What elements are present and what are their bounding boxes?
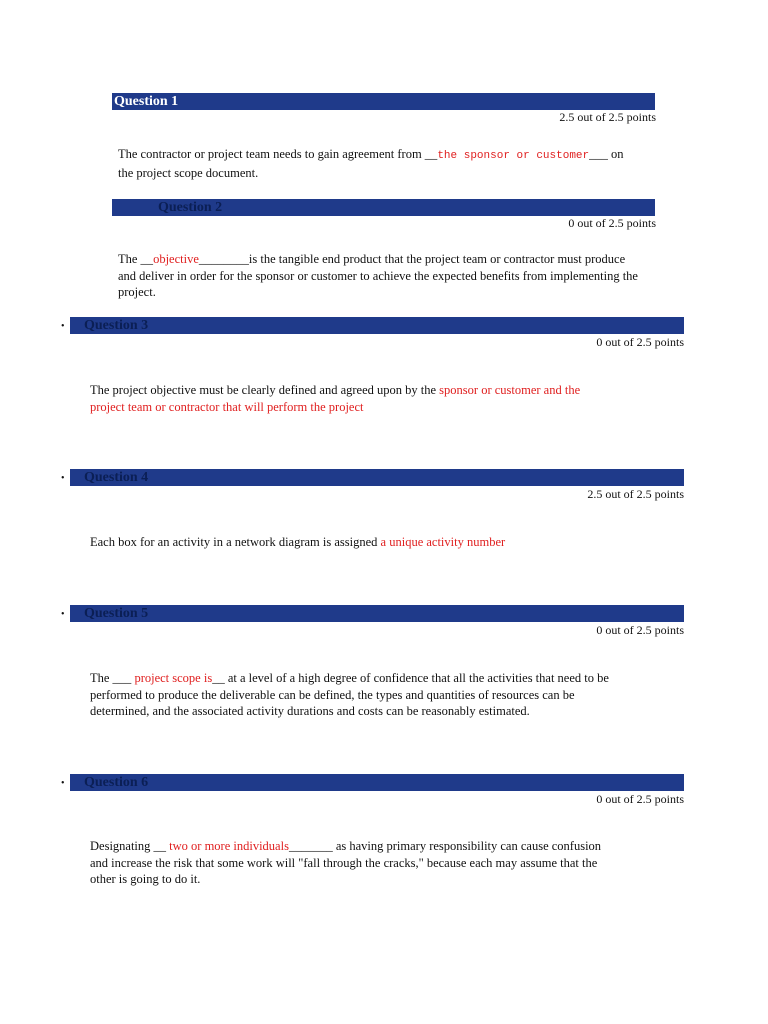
question-6-points: 0 out of 2.5 points (596, 792, 684, 806)
question-5-text-suffix: __ at a level of a high degree of confidence that all the activities that need to be performed to produce the deliverable can be defined, the types and quantities of resources can be determined, and the associated activity durations and costs can be reasonably estimated. (90, 671, 609, 718)
question-4-header (70, 469, 684, 486)
question-6-bullet: • (61, 778, 65, 789)
question-5-text-prefix: The ___ (90, 671, 135, 685)
question-2-title: Question 2 (158, 200, 223, 215)
question-3-text-prefix: The project objective must be clearly defined and agreed upon by the (90, 383, 440, 397)
question-3-text (90, 382, 610, 415)
question-2-text-prefix: The __ (118, 252, 154, 266)
question-3-header (70, 317, 684, 334)
question-6-header (70, 774, 684, 791)
question-1-answer: the sponsor or customer (437, 150, 590, 162)
question-3-points: 0 out of 2.5 points (596, 335, 684, 349)
question-6-text-prefix: Designating __ (90, 839, 170, 853)
question-2-header (112, 199, 655, 216)
question-5-answer: project scope is (134, 671, 213, 685)
question-5-points: 0 out of 2.5 points (596, 623, 684, 637)
question-5-bullet: • (61, 609, 65, 620)
question-4-answer: a unique activity number (380, 535, 506, 549)
question-4-title: Question 4 (84, 470, 149, 485)
question-3-answer: sponsor or customer and the project team or contractor that will perform the project (90, 383, 581, 414)
question-4-bullet: • (61, 473, 65, 484)
question-3-title: Question 3 (84, 318, 149, 333)
question-4-text (90, 534, 650, 551)
question-1-points: 2.5 out of 2.5 points (559, 110, 656, 124)
question-5-title: Question 5 (84, 606, 149, 621)
question-4-text-prefix: Each box for an activity in a network diagram is assigned (90, 535, 381, 549)
question-2-points: 0 out of 2.5 points (568, 216, 656, 230)
question-1-header (112, 93, 655, 110)
question-6-text-suffix: _______ as having primary responsibility can cause confusion and increase the risk that some work will "fall through the cracks," because each may assume that the other is going to do it. (90, 839, 602, 886)
question-1-text-prefix: The contractor or project team needs to gain agreement from __ (118, 147, 438, 161)
question-5-header (70, 605, 684, 622)
question-5-text (90, 670, 615, 720)
question-2-answer: objective (153, 252, 199, 266)
question-3-bullet: • (61, 321, 65, 332)
question-1-title: Question 1 (114, 94, 179, 109)
question-4-points: 2.5 out of 2.5 points (587, 487, 684, 501)
question-2-text (118, 251, 638, 301)
question-1-text-suffix: ___ on the project scope document. (118, 147, 624, 180)
question-6-text (90, 838, 610, 888)
question-2-text-suffix: ________is the tangible end product that the project team or contractor must produce and deliver in order for the sponsor or customer to achieve the expected benefits from implementing the project. (118, 252, 638, 299)
question-6-answer: two or more individuals (169, 839, 289, 853)
question-6-title: Question 6 (84, 775, 149, 790)
question-1-text (118, 146, 638, 181)
